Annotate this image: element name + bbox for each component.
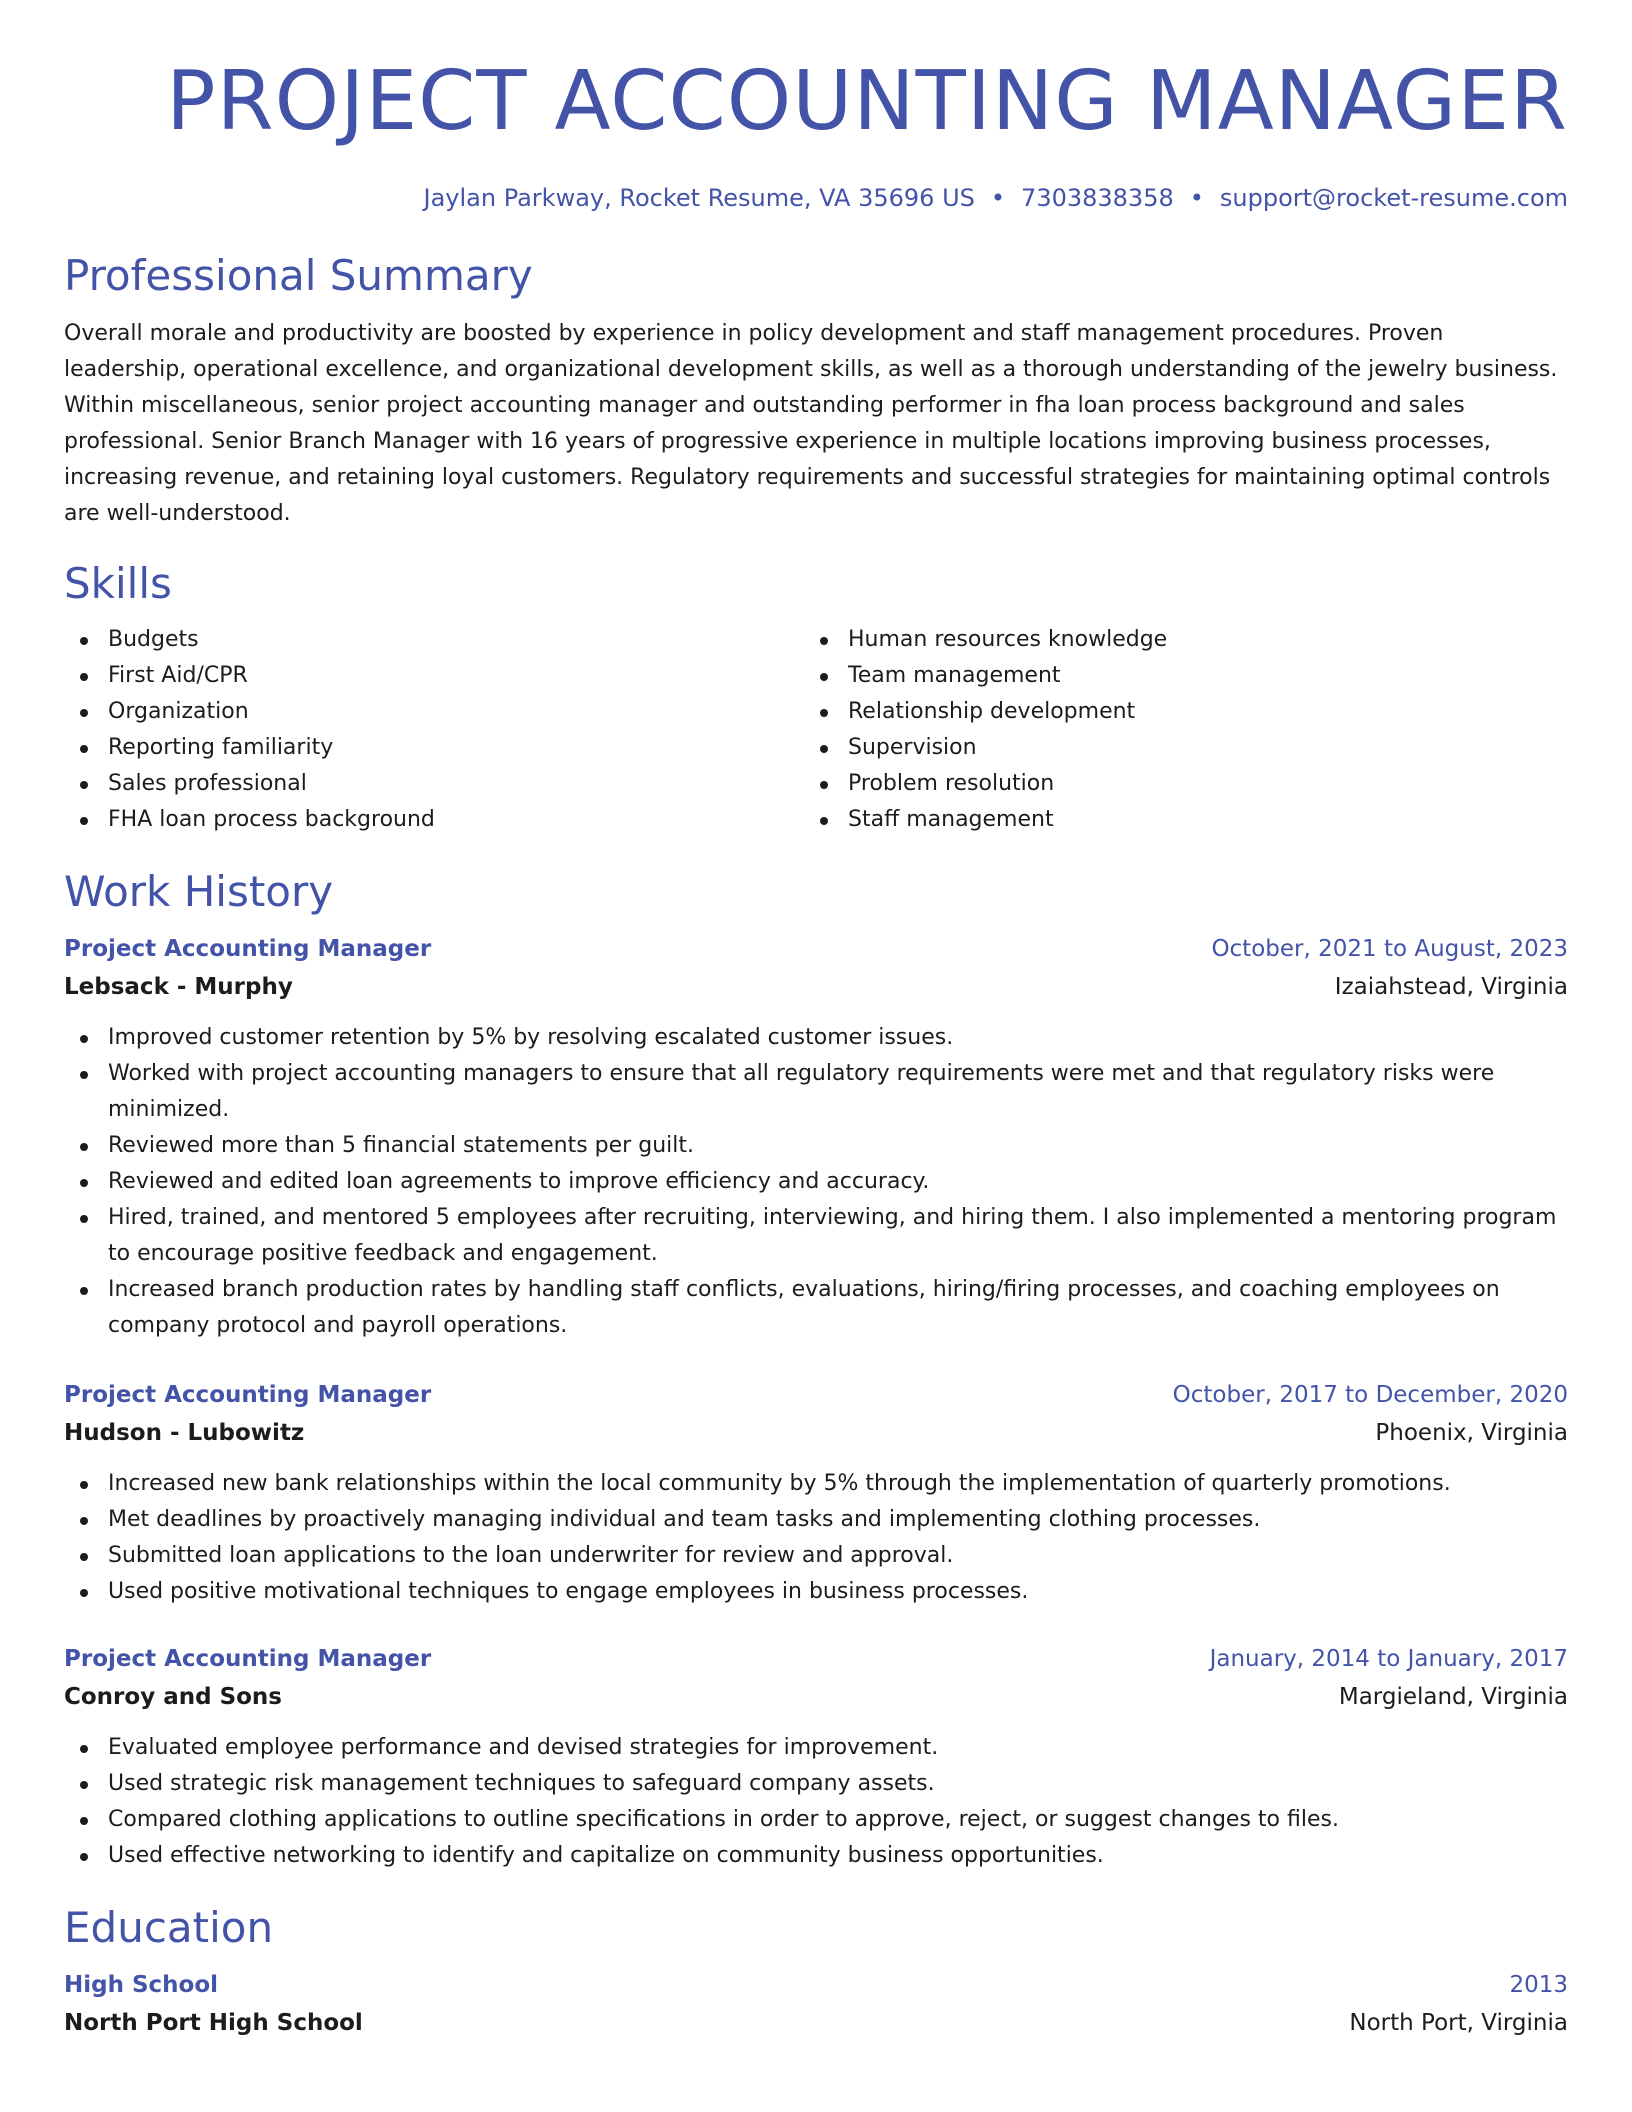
education-degree-row (64, 1966, 1568, 2004)
job-dates: October, 2017 to December, 2020 (1172, 1382, 1568, 1408)
skills-columns (64, 622, 1568, 838)
work-history-section (64, 866, 1568, 1874)
email-link[interactable]: support@rocket-resume.com (1219, 184, 1568, 212)
contact-line (64, 182, 1568, 214)
skills-section (64, 558, 1568, 838)
job-title: Project Accounting Manager (64, 1382, 432, 1408)
job-location: Phoenix, Virginia (1375, 1420, 1568, 1446)
job-bullet: Reviewed and edited loan agreements to improve efficiency and accuracy. (64, 1164, 1568, 1200)
section-heading-skills: Skills (64, 559, 172, 608)
contact-separator: • (1189, 184, 1204, 212)
job-bullet: Increased new bank relationships within the local community by 5% through the implementation of quarterly promotions. (64, 1466, 1568, 1502)
employer-name: Conroy and Sons (64, 1684, 282, 1710)
job-title-row (64, 930, 1568, 968)
job-bullet: Used positive motivational techniques to engage employees in business processes. (64, 1574, 1568, 1610)
skill-item: Relationship development (804, 694, 1544, 730)
job-entry (64, 1640, 1568, 1874)
job-title-row (64, 1640, 1568, 1678)
job-dates: October, 2021 to August, 2023 (1211, 936, 1568, 962)
job-dates: January, 2014 to January, 2017 (1209, 1646, 1568, 1672)
skill-item: Sales professional (64, 766, 804, 802)
job-bullet: Increased branch production rates by handling staff conflicts, evaluations, hiring/firing processes, and coaching employees on company protocol and payroll operations. (64, 1272, 1568, 1344)
skill-item: Supervision (804, 730, 1544, 766)
skill-item: Staff management (804, 802, 1544, 838)
job-bullet: Used effective networking to identify and capitalize on community business opportunities. (64, 1838, 1568, 1874)
employer-name: Hudson - Lubowitz (64, 1420, 305, 1446)
skill-item: First Aid/CPR (64, 658, 804, 694)
address: Jaylan Parkway, Rocket Resume, VA 35696 US (423, 184, 975, 212)
skill-item: Organization (64, 694, 804, 730)
job-entry (64, 930, 1568, 1344)
job-bullets (64, 1730, 1568, 1874)
phone: 7303838358 (1021, 184, 1174, 212)
job-bullet: Compared clothing applications to outline specifications in order to approve, reject, or suggest changes to files. (64, 1802, 1568, 1838)
job-employer-row (64, 968, 1568, 1006)
job-title: Project Accounting Manager (64, 936, 432, 962)
job-bullet: Met deadlines by proactively managing individual and team tasks and implementing clothing processes. (64, 1502, 1568, 1538)
school-location: North Port, Virginia (1349, 2010, 1568, 2036)
skill-item: Team management (804, 658, 1544, 694)
job-employer-row (64, 1414, 1568, 1452)
education-school-row (64, 2004, 1568, 2042)
section-heading-summary: Professional Summary (64, 251, 533, 300)
contact-separator: • (990, 184, 1006, 212)
skills-list-right (804, 622, 1544, 838)
resume-header (64, 52, 1568, 214)
education-section (64, 1902, 1568, 2042)
skill-item: Budgets (64, 622, 804, 658)
job-location: Izaiahstead, Virginia (1334, 974, 1568, 1000)
job-title-row (64, 1376, 1568, 1414)
job-employer-row (64, 1678, 1568, 1716)
section-heading-work-history: Work History (64, 867, 334, 916)
graduation-year: 2013 (1509, 1972, 1568, 1998)
skill-item: Reporting familiarity (64, 730, 804, 766)
employer-name: Lebsack - Murphy (64, 974, 293, 1000)
job-entry (64, 1376, 1568, 1610)
job-bullet: Improved customer retention by 5% by resolving escalated customer issues. (64, 1020, 1568, 1056)
summary-section (64, 250, 1568, 532)
school-name: North Port High School (64, 2010, 363, 2036)
job-title: Project Accounting Manager (64, 1646, 432, 1672)
education-entry (64, 1966, 1568, 2042)
job-bullets (64, 1466, 1568, 1610)
job-bullet: Evaluated employee performance and devised strategies for improvement. (64, 1730, 1568, 1766)
job-bullet: Hired, trained, and mentored 5 employees after recruiting, interviewing, and hiring them. I also implemented a mentoring program to encourage positive feedback and engagement. (64, 1200, 1568, 1272)
job-bullet: Submitted loan applications to the loan underwriter for review and approval. (64, 1538, 1568, 1574)
candidate-title: PROJECT ACCOUNTING MANAGER (166, 54, 1568, 149)
job-location: Margieland, Virginia (1338, 1684, 1568, 1710)
job-bullet: Used strategic risk management techniques to safeguard company assets. (64, 1766, 1568, 1802)
skills-list-left (64, 622, 804, 838)
job-bullet: Worked with project accounting managers to ensure that all regulatory requirements were met and that regulatory risks were minimized. (64, 1056, 1568, 1128)
summary-text: Overall morale and productivity are boosted by experience in policy development and staff management procedures. Proven leadership, operational excellence, and organizational development skills, as well as a thorough understanding of the jewelry business. Within miscellaneous, senior project accounting manager and outstanding performer in fha loan process background and sales professional. Senior Branch Manager with 16 years of progressive experience in multiple locations improving business processes, increasing revenue, and retaining loyal customers. Regulatory requirements and successful strategies for maintaining optimal controls are well-understood. (64, 321, 1558, 526)
job-bullets (64, 1020, 1568, 1344)
skill-item: Problem resolution (804, 766, 1544, 802)
skill-item: FHA loan process background (64, 802, 804, 838)
job-bullet: Reviewed more than 5 financial statements per guilt. (64, 1128, 1568, 1164)
skill-item: Human resources knowledge (804, 622, 1544, 658)
section-heading-education: Education (64, 1903, 274, 1952)
degree: High School (64, 1972, 219, 1998)
